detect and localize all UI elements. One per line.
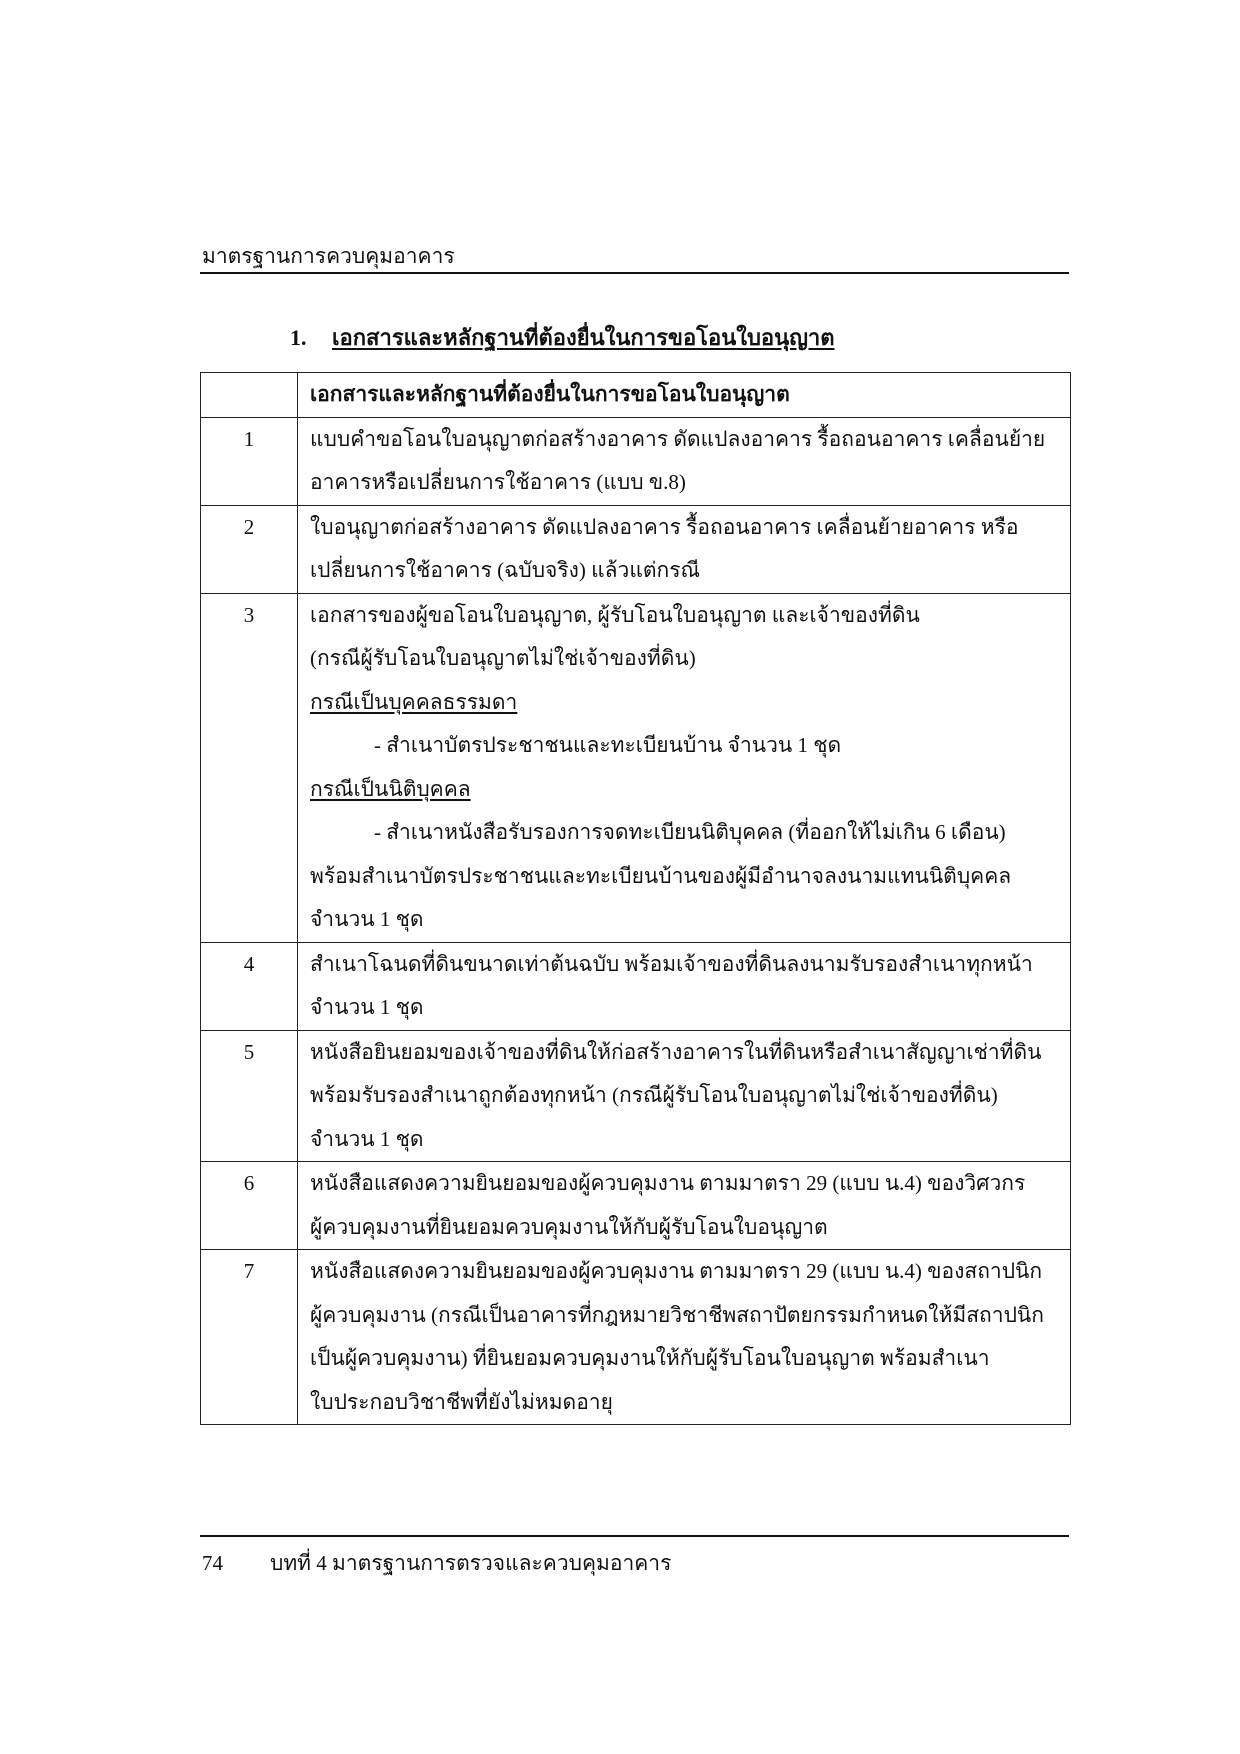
row-number: 6: [201, 1162, 298, 1250]
table-row: [201, 942, 1071, 1030]
row-description: [298, 505, 1071, 593]
row-text-line: พร้อมรับรองสำเนาถูกต้องทุกหน้า (กรณีผู้รับโอนใบอนุญาตไม่ใช่เจ้าของที่ดิน): [310, 1083, 998, 1107]
row-description: [298, 942, 1071, 1030]
row-text-line: เอกสารของผู้ขอโอนใบอนุญาต, ผู้รับโอนใบอนุญาต และเจ้าของที่ดิน: [310, 602, 920, 627]
row-text-line: หนังสือยินยอมของเจ้าของที่ดินให้ก่อสร้างอาคารในที่ดินหรือสำเนาสัญญาเช่าที่ดิน: [310, 1039, 1042, 1064]
footer-rule: [200, 1535, 1069, 1537]
row-text-line: จำนวน 1 ชุด: [310, 1126, 424, 1151]
row-description: [298, 1162, 1071, 1250]
row-description: [298, 593, 1071, 942]
table-row: [201, 1162, 1071, 1250]
row-bullet-item: - สำเนาบัตรประชาชนและทะเบียนบ้าน จำนวน 1 ชุด: [374, 733, 842, 757]
row-number: 2: [201, 505, 298, 593]
running-header: มาตรฐานการควบคุมอาคาร: [202, 244, 455, 268]
subheading-natural-person: กรณีเป็นบุคคลธรรมดา: [310, 689, 518, 714]
row-bullet-item: - สำเนาหนังสือรับรองการจดทะเบียนนิติบุคคล (ที่ออกให้ไม่เกิน 6 เดือน): [374, 820, 1006, 844]
row-text-line: ผู้ควบคุมงาน (กรณีเป็นอาคารที่กฎหมายวิชาชีพสถาปัตยกรรมกำหนดให้มีสถาปนิก: [310, 1302, 1044, 1327]
documents-table: [200, 372, 1071, 1425]
row-text-line: หนังสือแสดงความยินยอมของผู้ควบคุมงาน ตามมาตรา 29 (แบบ น.4) ของสถาปนิก: [310, 1259, 1043, 1283]
row-description: [298, 417, 1071, 505]
row-text-line: ใบอนุญาตก่อสร้างอาคาร ดัดแปลงอาคาร รื้อถอนอาคาร เคลื่อนย้ายอาคาร หรือ: [310, 514, 1019, 539]
row-number: 3: [201, 593, 298, 942]
row-text-line: สำเนาโฉนดที่ดินขนาดเท่าต้นฉบับ พร้อมเจ้าของที่ดินลงนามรับรองสำเนาทุกหน้า: [310, 951, 1033, 976]
row-number: 7: [201, 1250, 298, 1425]
row-description: [298, 1250, 1071, 1425]
row-text-line: จำนวน 1 ชุด: [310, 995, 424, 1019]
table-row: [201, 417, 1071, 505]
row-text-line: (กรณีผู้รับโอนใบอนุญาตไม่ใช่เจ้าของที่ดิน): [310, 646, 696, 670]
subheading-juristic-person: กรณีเป็นนิติบุคคล: [310, 776, 471, 801]
row-number: 5: [201, 1030, 298, 1162]
row-description: [298, 1030, 1071, 1162]
row-text-line: จำนวน 1 ชุด: [310, 907, 424, 931]
row-text-line: ใบประกอบวิชาชีพที่ยังไม่หมดอายุ: [310, 1389, 613, 1414]
table-row: [201, 1250, 1071, 1425]
row-text-line: เปลี่ยนการใช้อาคาร (ฉบับจริง) แล้วแต่กรณี: [310, 558, 700, 582]
table-row: [201, 1030, 1071, 1162]
row-text-line: แบบคำขอโอนใบอนุญาตก่อสร้างอาคาร ดัดแปลงอาคาร รื้อถอนอาคาร เคลื่อนย้าย: [310, 426, 1046, 451]
table-row: [201, 593, 1071, 942]
table-header-documents: เอกสารและหลักฐานที่ต้องยื่นในการขอโอนใบอนุญาต: [298, 373, 1071, 418]
row-text-line: ผู้ควบคุมงานที่ยินยอมควบคุมงานให้กับผู้รับโอนใบอนุญาต: [310, 1214, 828, 1239]
row-number: 1: [201, 417, 298, 505]
row-number: 4: [201, 942, 298, 1030]
row-text-line: พร้อมสำเนาบัตรประชาชนและทะเบียนบ้านของผู้มีอำนาจลงนามแทนนิติบุคคล: [310, 863, 1012, 888]
table-row: [201, 505, 1071, 593]
row-text-line: เป็นผู้ควบคุมงาน) ที่ยินยอมควบคุมงานให้กับผู้รับโอนใบอนุญาต พร้อมสำเนา: [310, 1346, 990, 1370]
header-rule: [200, 272, 1069, 274]
section-number: 1.: [290, 325, 307, 350]
section-title: เอกสารและหลักฐานที่ต้องยื่นในการขอโอนใบอนุญาต: [332, 325, 835, 350]
row-text-line: อาคารหรือเปลี่ยนการใช้อาคาร (แบบ ข.8): [310, 470, 686, 494]
row-text-line: หนังสือแสดงความยินยอมของผู้ควบคุมงาน ตามมาตรา 29 (แบบ น.4) ของวิศวกร: [310, 1171, 1026, 1195]
table-header-number: [201, 373, 298, 418]
section-heading: [290, 324, 835, 352]
table-header-row: [201, 373, 1071, 418]
chapter-title: บทที่ 4 มาตรฐานการตรวจและควบคุมอาคาร: [270, 1551, 672, 1575]
page-number: 74: [202, 1551, 223, 1575]
